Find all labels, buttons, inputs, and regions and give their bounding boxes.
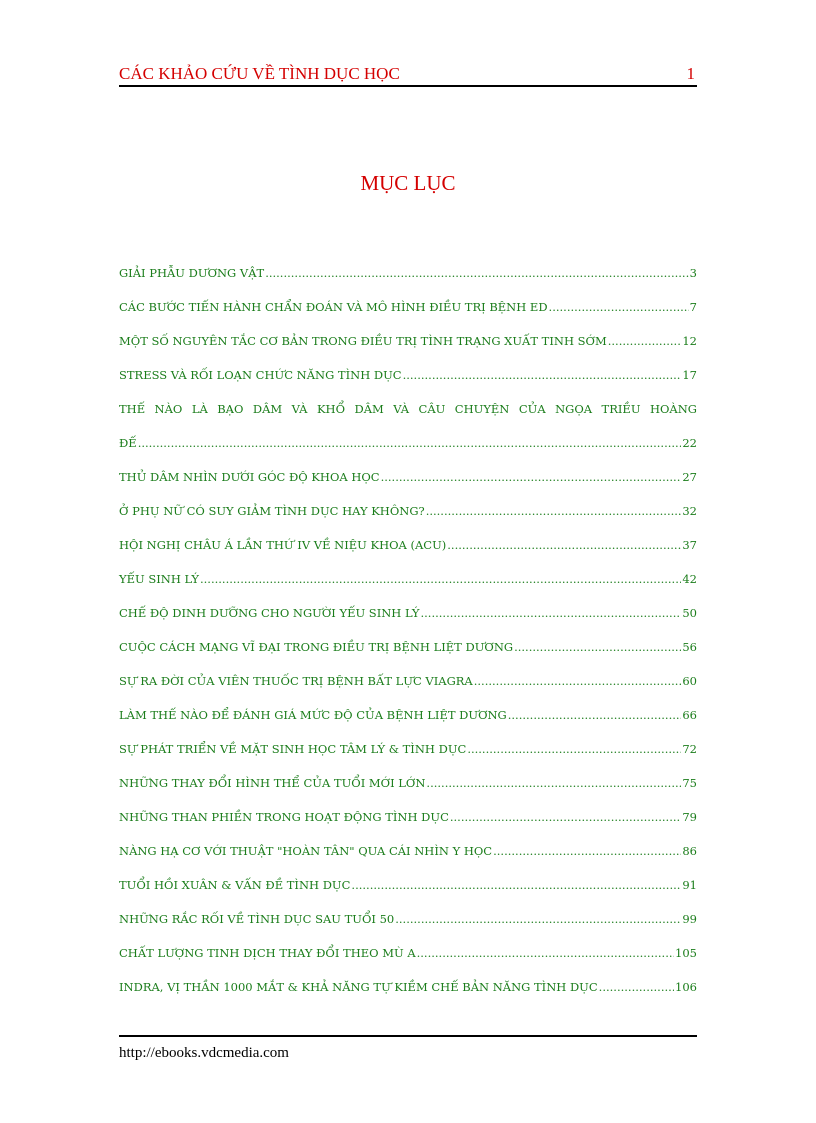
dot-leader <box>608 324 682 358</box>
toc-entry-page: 72 <box>682 742 697 756</box>
toc-entry-title: CÁC BƯỚC TIẾN HÀNH CHẨN ĐOÁN VÀ MÔ HÌNH ĐIỀU TRỊ BỆNH ED <box>119 300 548 314</box>
dot-leader <box>351 868 681 902</box>
toc-entry-title: NÀNG HẠ CƠ VỚI THUẬT "HOÀN TÂN" QUA CÁI NHÌN Y HỌC <box>119 844 493 858</box>
toc-entry-page: 50 <box>682 606 697 620</box>
toc-entry[interactable] <box>119 766 697 800</box>
toc-entry[interactable] <box>119 256 697 290</box>
toc-entry-title: INDRA, VỊ THẦN 1000 MẮT & KHẢ NĂNG TỰ KIỀM CHẾ BẢN NĂNG TÌNH DỤC <box>119 980 598 994</box>
toc-entry-title: STRESS VÀ RỐI LOẠN CHỨC NĂNG TÌNH DỤC <box>119 368 402 382</box>
toc-entry-page: 27 <box>682 470 697 484</box>
toc-entry-page: 42 <box>682 572 697 586</box>
toc-entry[interactable] <box>119 868 697 902</box>
toc-entry[interactable] <box>119 494 697 528</box>
toc-entry[interactable] <box>119 664 697 698</box>
header-title: CÁC KHẢO CỨU VỀ TÌNH DỤC HỌC <box>119 64 400 83</box>
toc-entry-page: 75 <box>682 776 697 790</box>
toc-entry-title-line2: ĐẾ <box>119 436 137 450</box>
toc-entry-page: 60 <box>682 674 697 688</box>
toc-entry[interactable] <box>119 290 697 324</box>
toc-entry-title: NHỮNG THAN PHIỀN TRONG HOẠT ĐỘNG TÌNH DỤC <box>119 810 449 824</box>
toc-entry-page: 79 <box>682 810 697 824</box>
dot-leader <box>265 256 688 290</box>
toc-entry[interactable] <box>119 562 697 596</box>
dot-leader <box>467 732 681 766</box>
toc-entry-title: CHẾ ĐỘ DINH DƯỠNG CHO NGƯỜI YẾU SINH LÝ <box>119 606 420 620</box>
dot-leader <box>450 800 681 834</box>
dot-leader <box>549 290 689 324</box>
toc-entry[interactable] <box>119 630 697 664</box>
toc-title: MỤC LỤC <box>360 171 456 195</box>
toc-entry-title: NHỮNG THAY ĐỔI HÌNH THỂ CỦA TUỔI MỚI LỚN <box>119 776 426 790</box>
toc-entry-page: 17 <box>682 368 697 382</box>
toc-entry-title: SỰ RA ĐỜI CỦA VIÊN THUỐC TRỊ BỆNH BẤT LỰC VIAGRA <box>119 674 473 688</box>
dot-leader <box>381 460 682 494</box>
dot-leader <box>420 596 681 630</box>
toc-entry[interactable] <box>119 834 697 868</box>
toc-entry-title: HỘI NGHỊ CHÂU Á LẦN THỨ IV VỀ NIỆU KHOA (ACU) <box>119 538 447 552</box>
dot-leader <box>200 562 681 596</box>
dot-leader <box>474 664 682 698</box>
toc-entry[interactable] <box>119 358 697 392</box>
dot-leader <box>493 834 681 868</box>
toc-entry-page: 66 <box>682 708 697 722</box>
toc-entry-page: 37 <box>682 538 697 552</box>
toc-entry-page: 91 <box>682 878 697 892</box>
toc-entry-title: CUỘC CÁCH MẠNG VĨ ĐẠI TRONG ĐIỀU TRỊ BỆNH LIỆT DƯƠNG <box>119 640 514 654</box>
page-header <box>119 64 697 86</box>
toc-entry-title: SỰ PHÁT TRIỂN VỀ MẶT SINH HỌC TÂM LÝ & TÌNH DỤC <box>119 742 467 756</box>
footer-divider <box>119 1035 697 1037</box>
toc-entry-title: YẾU SINH LÝ <box>119 572 199 586</box>
dot-leader <box>395 902 681 936</box>
table-of-contents <box>119 256 697 1004</box>
toc-entry[interactable] <box>119 698 697 732</box>
toc-entry[interactable] <box>119 800 697 834</box>
dot-leader <box>426 766 681 800</box>
toc-entry-title: Ở PHỤ NỮ CÓ SUY GIẢM TÌNH DỤC HAY KHÔNG? <box>119 504 425 518</box>
toc-entry[interactable] <box>119 392 697 460</box>
dot-leader <box>417 936 674 970</box>
dot-leader <box>599 970 674 1004</box>
toc-entry-title: LÀM THẾ NÀO ĐỂ ĐÁNH GIÁ MỨC ĐỘ CỦA BỆNH LIỆT DƯƠNG <box>119 708 507 722</box>
header-page-number: 1 <box>686 64 695 83</box>
dot-leader <box>514 630 681 664</box>
toc-entry-title: GIẢI PHẪU DƯƠNG VẬT <box>119 266 265 280</box>
toc-entry[interactable] <box>119 596 697 630</box>
dot-leader <box>508 698 682 732</box>
toc-entry[interactable] <box>119 970 697 1004</box>
dot-leader <box>138 426 682 460</box>
toc-entry-page: 106 <box>675 980 697 994</box>
dot-leader <box>426 494 682 528</box>
toc-entry[interactable] <box>119 460 697 494</box>
toc-entry[interactable] <box>119 324 697 358</box>
toc-entry-page: 7 <box>689 300 697 314</box>
dot-leader <box>403 358 682 392</box>
toc-entry-title: TUỔI HỒI XUÂN & VẤN ĐỀ TÌNH DỤC <box>119 878 351 892</box>
toc-entry-page: 105 <box>675 946 697 960</box>
toc-entry-page: 3 <box>689 266 697 280</box>
toc-entry[interactable] <box>119 528 697 562</box>
footer-url[interactable]: http://ebooks.vdcmedia.com <box>119 1045 289 1061</box>
toc-entry-page: 32 <box>682 504 697 518</box>
toc-entry-title: CHẤT LƯỢNG TINH DỊCH THAY ĐỔI THEO MÙ A <box>119 946 416 960</box>
toc-entry-page: 99 <box>682 912 697 926</box>
toc-entry-page: 12 <box>682 334 697 348</box>
toc-entry-title: THỦ DÂM NHÌN DƯỚI GÓC ĐỘ KHOA HỌC <box>119 470 380 484</box>
toc-entry[interactable] <box>119 902 697 936</box>
toc-entry-page: 86 <box>682 844 697 858</box>
dot-leader <box>447 528 681 562</box>
toc-entry-title-line1: THẾ NÀO LÀ BẠO DÂM VÀ KHỔ DÂM VÀ CÂU CHUYỆN CỦA NGỌA TRIỀU HOÀNG <box>119 402 697 416</box>
toc-entry-page: 56 <box>682 640 697 654</box>
header-divider <box>119 85 697 87</box>
toc-entry[interactable] <box>119 732 697 766</box>
toc-entry[interactable] <box>119 936 697 970</box>
toc-entry-page: 22 <box>682 436 697 450</box>
toc-entry-title: MỘT SỐ NGUYÊN TẮC CƠ BẢN TRONG ĐIỀU TRỊ TÌNH TRẠNG XUẤT TINH SỚM <box>119 334 607 348</box>
toc-entry-title: NHỮNG RẮC RỐI VỀ TÌNH DỤC SAU TUỔI 50 <box>119 912 395 926</box>
